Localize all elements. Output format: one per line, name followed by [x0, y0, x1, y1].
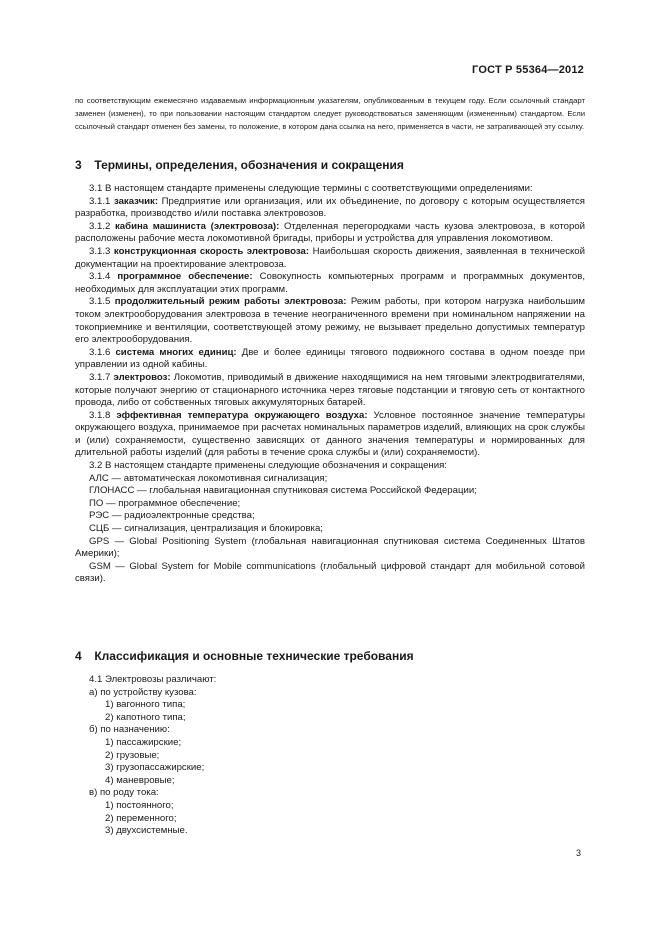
term-name: эффективная температура окружающего воздуха: [116, 409, 368, 421]
page-number: 3 [575, 848, 581, 858]
classification-item: 3) грузопассажирские; [105, 762, 205, 774]
classification-group-label: а) по устройству кузова: [89, 686, 197, 698]
section-4-title: Классификация и основные технические требования [94, 649, 414, 663]
term-number: 3.1.7 [89, 371, 114, 383]
classification-item: 2) капотного типа; [105, 711, 186, 723]
term-text: Локомотив, приводимый в движение находящимися на нем тяговыми электродвигателями, которые получают энергию от стационарного источника через тяговые подстанции и тяговую сеть от контактного провода, либо от собственных тяговых аккумуляторных батарей. [75, 371, 585, 409]
classification-group-label: б) по назначению: [89, 724, 170, 736]
term-name: программное обеспечение: [117, 271, 253, 283]
section-3-title: Термины, определения, обозначения и сокращения [94, 158, 404, 172]
section-3-body [75, 183, 585, 586]
term-definition [75, 372, 585, 410]
section-4-body [75, 674, 585, 838]
section-4-number: 4 [75, 649, 82, 663]
term-name: кабина машиниста (электровоза): [115, 220, 280, 232]
lead-paragraph [75, 94, 585, 133]
term-text: Совокупность компьютерных программ и программных документов, необходимых для эксплуатации этих программ. [75, 271, 585, 295]
terms-list [75, 196, 585, 460]
section-4-heading [75, 649, 585, 663]
term-definition [75, 246, 585, 271]
classification-item: 1) вагонного типа; [105, 699, 186, 711]
term-number: 3.1.8 [89, 409, 117, 421]
section-3-heading [75, 158, 585, 172]
standard-header: ГОСТ Р 55364—2012 [472, 64, 584, 76]
abbreviation-item: ПО — программное обеспечение; [89, 497, 241, 509]
clause-3-2: 3.2 В настоящем стандарте применены следующие обозначения и сокращения: [89, 460, 447, 472]
term-name: заказчик: [113, 195, 159, 207]
term-text: Режим работы, при котором нагрузка наибольшим током электрооборудования электровоза в течение неограниченного времени при номинальном напряжении на токоприемнике и вентиляции, соответствующей этому режиму, не вызывает предельно допустимых температур его электрооборудования. [75, 296, 585, 346]
abbreviation-item: ГЛОНАСС — глобальная навигационная спутниковая система Российской Федерации; [89, 485, 477, 497]
clause-3-1: 3.1 В настоящем стандарте применены следующие термины с соответствующими определениями: [89, 183, 533, 194]
classification-item: 4) маневровые; [105, 774, 175, 786]
term-name: конструкционная скорость электровоза: [113, 245, 310, 257]
term-definition [75, 221, 585, 246]
term-text: Условное постоянное значение температуры окружающего воздуха, принимаемое при расчетах номинальных параметров изделий, влияющих на срок службы и (или) сохраняемости, существенно зависящих от данного значения температуры и нормированных для длительной работы изделий (для работы в течение срока службы и (или) сохраняемости). [75, 409, 585, 459]
lead-text: по соответствующим ежемесячно издаваемым информационным указателям, опубликованным в текущем году. Если ссылочный стандарт заменен (изменен), то при пользовании настоящим стандартом следует руководствоваться заменяющим (измененным) стандартом. Если ссылочный стандарт отменен без замены, то положение, в котором дана ссылка на него, применяется в части, не затрагивающей эту ссылку. [75, 96, 585, 131]
term-text: Отделенная перегородками часть кузова электровоза, в которой расположены рабочие места локомотивной бригады, приборы и устройства для управления локомотивом. [75, 220, 586, 245]
term-text: Две и более единицы тягового подвижного состава в одном поезде при управлении из одной кабины. [75, 346, 585, 371]
clause-4-1: 4.1 Электровозы различают: [89, 674, 217, 685]
abbreviations-list [75, 473, 585, 586]
classification-item: 2) переменного; [105, 812, 177, 824]
section-3-number: 3 [75, 158, 82, 172]
term-definition [75, 410, 585, 460]
abbreviation-item: СЦБ — сигнализация, централизация и блокировка; [89, 523, 323, 535]
classification-list [75, 687, 585, 838]
classification-item: 2) грузовые; [105, 749, 160, 761]
term-definition [75, 296, 585, 346]
abbreviation-item: GSM — Global System for Mobile communications (глобальный цифровой стандарт для мобильной сотовой связи). [75, 560, 585, 585]
term-text: Наибольшая скорость движения, заявленная в технической документации на проектирование электровоза. [75, 245, 585, 270]
term-name: электровоз: [113, 371, 171, 383]
term-number: 3.1.1 [89, 195, 114, 207]
term-definition [75, 347, 585, 372]
term-number: 3.1.2 [89, 220, 115, 232]
term-name: продолжительный режим работы электровоза: [114, 296, 347, 308]
term-number: 3.1.3 [89, 245, 114, 257]
term-number: 3.1.4 [89, 271, 118, 283]
term-number: 3.1.6 [89, 346, 116, 358]
classification-group-label: в) по роду тока: [89, 787, 159, 799]
term-definition [75, 196, 585, 221]
abbreviation-item: РЭС — радиоэлектронные средства; [89, 510, 255, 522]
term-name: система многих единиц: [115, 346, 237, 358]
term-text: Предприятие или организация, или их объединение, по договору с которым осуществляется разработка, производство и/или поставка электровозов. [75, 195, 585, 220]
term-number: 3.1.5 [89, 296, 115, 308]
classification-item: 1) пассажирские; [105, 736, 182, 748]
abbreviation-item: АЛС — автоматическая локомотивная сигнализация; [89, 472, 328, 484]
classification-item: 3) двухсистемные. [105, 825, 188, 837]
classification-item: 1) постоянного; [105, 799, 174, 811]
abbreviation-item: GPS — Global Positioning System (глобальная навигационная спутниковая система Соединенных Штатов Америки); [75, 535, 585, 560]
term-definition [75, 271, 585, 296]
